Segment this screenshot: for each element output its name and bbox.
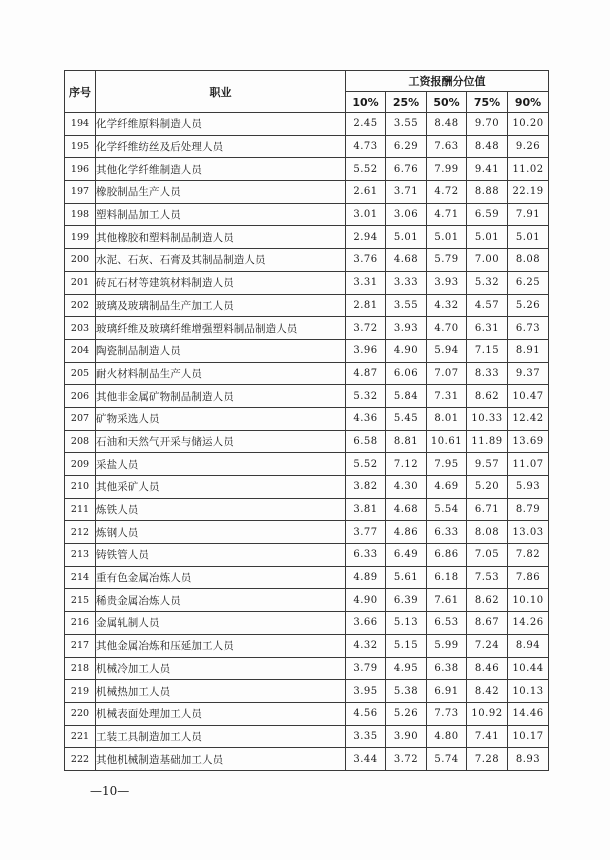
p75-value: 6.59: [467, 203, 508, 226]
row-number: 211: [65, 498, 96, 521]
p10-value: 4.89: [346, 566, 386, 589]
p25-value: 8.81: [386, 430, 427, 453]
p90-value: 14.26: [508, 612, 549, 635]
p90-value: 5.01: [508, 226, 549, 249]
p10-value: 5.52: [346, 453, 386, 476]
table-row: [65, 407, 549, 430]
occupation-name: 其他化学纤维制造人员: [96, 158, 346, 181]
p10-value: 3.95: [346, 680, 386, 703]
row-number: 216: [65, 612, 96, 635]
p90-value: 8.94: [508, 634, 549, 657]
p50-value: 7.95: [427, 453, 467, 476]
p25-value: 5.15: [386, 634, 427, 657]
occupation-name: 工装工具制造加工人员: [96, 725, 346, 748]
p10-value: 4.87: [346, 362, 386, 385]
p50-value: 7.73: [427, 702, 467, 725]
table-row: [65, 339, 549, 362]
table-body: [65, 113, 549, 771]
p25-value: 6.29: [386, 135, 427, 158]
row-number: 202: [65, 294, 96, 317]
p75-value: 8.46: [467, 657, 508, 680]
p75-value: 10.92: [467, 702, 508, 725]
p75-value: 7.05: [467, 544, 508, 567]
row-number: 197: [65, 181, 96, 204]
row-number: 210: [65, 476, 96, 499]
p90-value: 8.93: [508, 748, 549, 771]
occupation-name: 陶瓷制品制造人员: [96, 339, 346, 362]
table-row: [65, 544, 549, 567]
p10-value: 3.35: [346, 725, 386, 748]
table-row: [65, 181, 549, 204]
occupation-name: 炼铁人员: [96, 498, 346, 521]
p25-value: 3.93: [386, 317, 427, 340]
p10-value: 3.77: [346, 521, 386, 544]
table-row: [65, 271, 549, 294]
p90-value: 22.19: [508, 181, 549, 204]
header-p75: 75%: [467, 92, 508, 113]
row-number: 220: [65, 702, 96, 725]
occupation-name: 其他采矿人员: [96, 476, 346, 499]
row-number: 199: [65, 226, 96, 249]
p50-value: 7.63: [427, 135, 467, 158]
p50-value: 7.61: [427, 589, 467, 612]
p90-value: 5.93: [508, 476, 549, 499]
p10-value: 2.45: [346, 113, 386, 136]
p25-value: 3.06: [386, 203, 427, 226]
p90-value: 9.37: [508, 362, 549, 385]
p90-value: 8.79: [508, 498, 549, 521]
occupation-name: 石油和天然气开采与储运人员: [96, 430, 346, 453]
row-number: 213: [65, 544, 96, 567]
p75-value: 8.62: [467, 589, 508, 612]
table-row: [65, 748, 549, 771]
p50-value: 7.07: [427, 362, 467, 385]
table-row: [65, 521, 549, 544]
row-number: 194: [65, 113, 96, 136]
p75-value: 9.41: [467, 158, 508, 181]
table-row: [65, 498, 549, 521]
p25-value: 3.33: [386, 271, 427, 294]
p25-value: 3.55: [386, 294, 427, 317]
row-number: 212: [65, 521, 96, 544]
p75-value: 8.42: [467, 680, 508, 703]
p25-value: 5.13: [386, 612, 427, 635]
occupation-name: 砖瓦石材等建筑材料制造人员: [96, 271, 346, 294]
p75-value: 7.00: [467, 249, 508, 272]
p25-value: 6.76: [386, 158, 427, 181]
p75-value: 6.31: [467, 317, 508, 340]
p75-value: 6.71: [467, 498, 508, 521]
p10-value: 4.56: [346, 702, 386, 725]
occupation-name: 其他机械制造基础加工人员: [96, 748, 346, 771]
table-row: [65, 317, 549, 340]
table-row: [65, 453, 549, 476]
p75-value: 8.67: [467, 612, 508, 635]
p90-value: 14.46: [508, 702, 549, 725]
wage-table: [64, 70, 549, 771]
p50-value: 4.32: [427, 294, 467, 317]
p10-value: 3.72: [346, 317, 386, 340]
p50-value: 7.31: [427, 385, 467, 408]
occupation-name: 化学纤维纺丝及后处理人员: [96, 135, 346, 158]
row-number: 201: [65, 271, 96, 294]
row-number: 207: [65, 407, 96, 430]
p50-value: 10.61: [427, 430, 467, 453]
p10-value: 2.94: [346, 226, 386, 249]
p75-value: 7.28: [467, 748, 508, 771]
p90-value: 12.42: [508, 407, 549, 430]
occupation-name: 采盐人员: [96, 453, 346, 476]
p75-value: 9.57: [467, 453, 508, 476]
p90-value: 9.26: [508, 135, 549, 158]
table-row: [65, 135, 549, 158]
p50-value: 5.79: [427, 249, 467, 272]
table-row: [65, 203, 549, 226]
table-row: [65, 158, 549, 181]
p50-value: 6.33: [427, 521, 467, 544]
p75-value: 7.24: [467, 634, 508, 657]
p25-value: 4.68: [386, 498, 427, 521]
p25-value: 5.61: [386, 566, 427, 589]
row-number: 200: [65, 249, 96, 272]
occupation-name: 其他金属冶炼和压延加工人员: [96, 634, 346, 657]
occupation-name: 机械热加工人员: [96, 680, 346, 703]
p90-value: 8.91: [508, 339, 549, 362]
table-row: [65, 634, 549, 657]
p10-value: 3.82: [346, 476, 386, 499]
occupation-name: 橡胶制品生产人员: [96, 181, 346, 204]
row-number: 219: [65, 680, 96, 703]
page-number: —10—: [90, 784, 130, 798]
p10-value: 4.73: [346, 135, 386, 158]
p25-value: 3.55: [386, 113, 427, 136]
header-percentile-group: 工资报酬分位值: [346, 71, 549, 92]
p10-value: 4.32: [346, 634, 386, 657]
row-number: 208: [65, 430, 96, 453]
p90-value: 6.25: [508, 271, 549, 294]
p10-value: 3.66: [346, 612, 386, 635]
table-row: [65, 226, 549, 249]
row-number: 196: [65, 158, 96, 181]
p75-value: 4.57: [467, 294, 508, 317]
occupation-name: 水泥、石灰、石膏及其制品制造人员: [96, 249, 346, 272]
p25-value: 5.45: [386, 407, 427, 430]
p90-value: 10.44: [508, 657, 549, 680]
occupation-name: 其他橡胶和塑料制品制造人员: [96, 226, 346, 249]
header-p50: 50%: [427, 92, 467, 113]
table-row: [65, 113, 549, 136]
table-row: [65, 294, 549, 317]
p25-value: 6.49: [386, 544, 427, 567]
p10-value: 3.31: [346, 271, 386, 294]
table-row: [65, 249, 549, 272]
p50-value: 6.91: [427, 680, 467, 703]
occupation-name: 铸铁管人员: [96, 544, 346, 567]
table-row: [65, 589, 549, 612]
occupation-name: 矿物采选人员: [96, 407, 346, 430]
table-row: [65, 702, 549, 725]
header-p10: 10%: [346, 92, 386, 113]
p25-value: 4.30: [386, 476, 427, 499]
header-no: 序号: [65, 71, 96, 113]
p90-value: 11.02: [508, 158, 549, 181]
p50-value: 4.70: [427, 317, 467, 340]
p50-value: 8.01: [427, 407, 467, 430]
p75-value: 7.15: [467, 339, 508, 362]
occupation-name: 玻璃及玻璃制品生产加工人员: [96, 294, 346, 317]
p90-value: 7.91: [508, 203, 549, 226]
p90-value: 13.69: [508, 430, 549, 453]
table-row: [65, 725, 549, 748]
row-number: 214: [65, 566, 96, 589]
p50-value: 4.71: [427, 203, 467, 226]
p50-value: 6.18: [427, 566, 467, 589]
p50-value: 5.94: [427, 339, 467, 362]
p10-value: 2.61: [346, 181, 386, 204]
p50-value: 7.99: [427, 158, 467, 181]
p50-value: 5.74: [427, 748, 467, 771]
p10-value: 3.81: [346, 498, 386, 521]
p25-value: 3.72: [386, 748, 427, 771]
p25-value: 5.84: [386, 385, 427, 408]
p25-value: 4.86: [386, 521, 427, 544]
p90-value: 7.86: [508, 566, 549, 589]
p50-value: 4.72: [427, 181, 467, 204]
p75-value: 7.41: [467, 725, 508, 748]
occupation-name: 金属轧制人员: [96, 612, 346, 635]
p50-value: 6.86: [427, 544, 467, 567]
p25-value: 3.90: [386, 725, 427, 748]
p90-value: 10.17: [508, 725, 549, 748]
p90-value: 8.08: [508, 249, 549, 272]
p10-value: 6.58: [346, 430, 386, 453]
p75-value: 11.89: [467, 430, 508, 453]
p10-value: 5.32: [346, 385, 386, 408]
p50-value: 8.48: [427, 113, 467, 136]
p75-value: 8.48: [467, 135, 508, 158]
p25-value: 3.71: [386, 181, 427, 204]
p25-value: 4.90: [386, 339, 427, 362]
p90-value: 5.26: [508, 294, 549, 317]
row-number: 204: [65, 339, 96, 362]
row-number: 215: [65, 589, 96, 612]
p75-value: 10.33: [467, 407, 508, 430]
p25-value: 4.95: [386, 657, 427, 680]
p10-value: 2.81: [346, 294, 386, 317]
p10-value: 3.44: [346, 748, 386, 771]
p90-value: 10.20: [508, 113, 549, 136]
p90-value: 11.07: [508, 453, 549, 476]
row-number: 218: [65, 657, 96, 680]
p10-value: 4.36: [346, 407, 386, 430]
p10-value: 3.76: [346, 249, 386, 272]
p50-value: 6.53: [427, 612, 467, 635]
occupation-name: 化学纤维原料制造人员: [96, 113, 346, 136]
p50-value: 5.01: [427, 226, 467, 249]
p10-value: 3.96: [346, 339, 386, 362]
p50-value: 6.38: [427, 657, 467, 680]
p90-value: 10.13: [508, 680, 549, 703]
table-row: [65, 680, 549, 703]
occupation-name: 塑料制品加工人员: [96, 203, 346, 226]
p50-value: 5.54: [427, 498, 467, 521]
p10-value: 4.90: [346, 589, 386, 612]
p90-value: 7.82: [508, 544, 549, 567]
p25-value: 6.06: [386, 362, 427, 385]
row-number: 195: [65, 135, 96, 158]
p75-value: 8.62: [467, 385, 508, 408]
occupation-name: 其他非金属矿物制品制造人员: [96, 385, 346, 408]
p50-value: 5.99: [427, 634, 467, 657]
occupation-name: 耐火材料制品生产人员: [96, 362, 346, 385]
row-number: 221: [65, 725, 96, 748]
p25-value: 7.12: [386, 453, 427, 476]
p90-value: 6.73: [508, 317, 549, 340]
p90-value: 10.47: [508, 385, 549, 408]
p75-value: 8.08: [467, 521, 508, 544]
table-row: [65, 362, 549, 385]
header-p25: 25%: [386, 92, 427, 113]
row-number: 198: [65, 203, 96, 226]
table-row: [65, 476, 549, 499]
p75-value: 8.33: [467, 362, 508, 385]
p75-value: 8.88: [467, 181, 508, 204]
p75-value: 5.20: [467, 476, 508, 499]
p25-value: 5.01: [386, 226, 427, 249]
table-row: [65, 612, 549, 635]
occupation-name: 重有色金属冶炼人员: [96, 566, 346, 589]
occupation-name: 稀贵金属冶炼人员: [96, 589, 346, 612]
row-number: 206: [65, 385, 96, 408]
table-row: [65, 657, 549, 680]
p10-value: 3.79: [346, 657, 386, 680]
p75-value: 9.70: [467, 113, 508, 136]
table-row: [65, 430, 549, 453]
p10-value: 5.52: [346, 158, 386, 181]
row-number: 209: [65, 453, 96, 476]
p75-value: 7.53: [467, 566, 508, 589]
p75-value: 5.32: [467, 271, 508, 294]
p50-value: 4.80: [427, 725, 467, 748]
header-p90: 90%: [508, 92, 549, 113]
occupation-name: 玻璃纤维及玻璃纤维增强塑料制品制造人员: [96, 317, 346, 340]
table-header: [65, 71, 549, 113]
occupation-name: 机械冷加工人员: [96, 657, 346, 680]
p90-value: 13.03: [508, 521, 549, 544]
p10-value: 6.33: [346, 544, 386, 567]
row-number: 203: [65, 317, 96, 340]
header-job: 职业: [96, 71, 346, 113]
table-row: [65, 385, 549, 408]
p25-value: 5.38: [386, 680, 427, 703]
occupation-name: 机械表面处理加工人员: [96, 702, 346, 725]
p25-value: 4.68: [386, 249, 427, 272]
p10-value: 3.01: [346, 203, 386, 226]
row-number: 222: [65, 748, 96, 771]
p90-value: 10.10: [508, 589, 549, 612]
p75-value: 5.01: [467, 226, 508, 249]
p50-value: 3.93: [427, 271, 467, 294]
table-row: [65, 566, 549, 589]
p25-value: 5.26: [386, 702, 427, 725]
p50-value: 4.69: [427, 476, 467, 499]
occupation-name: 炼钢人员: [96, 521, 346, 544]
p25-value: 6.39: [386, 589, 427, 612]
row-number: 217: [65, 634, 96, 657]
row-number: 205: [65, 362, 96, 385]
